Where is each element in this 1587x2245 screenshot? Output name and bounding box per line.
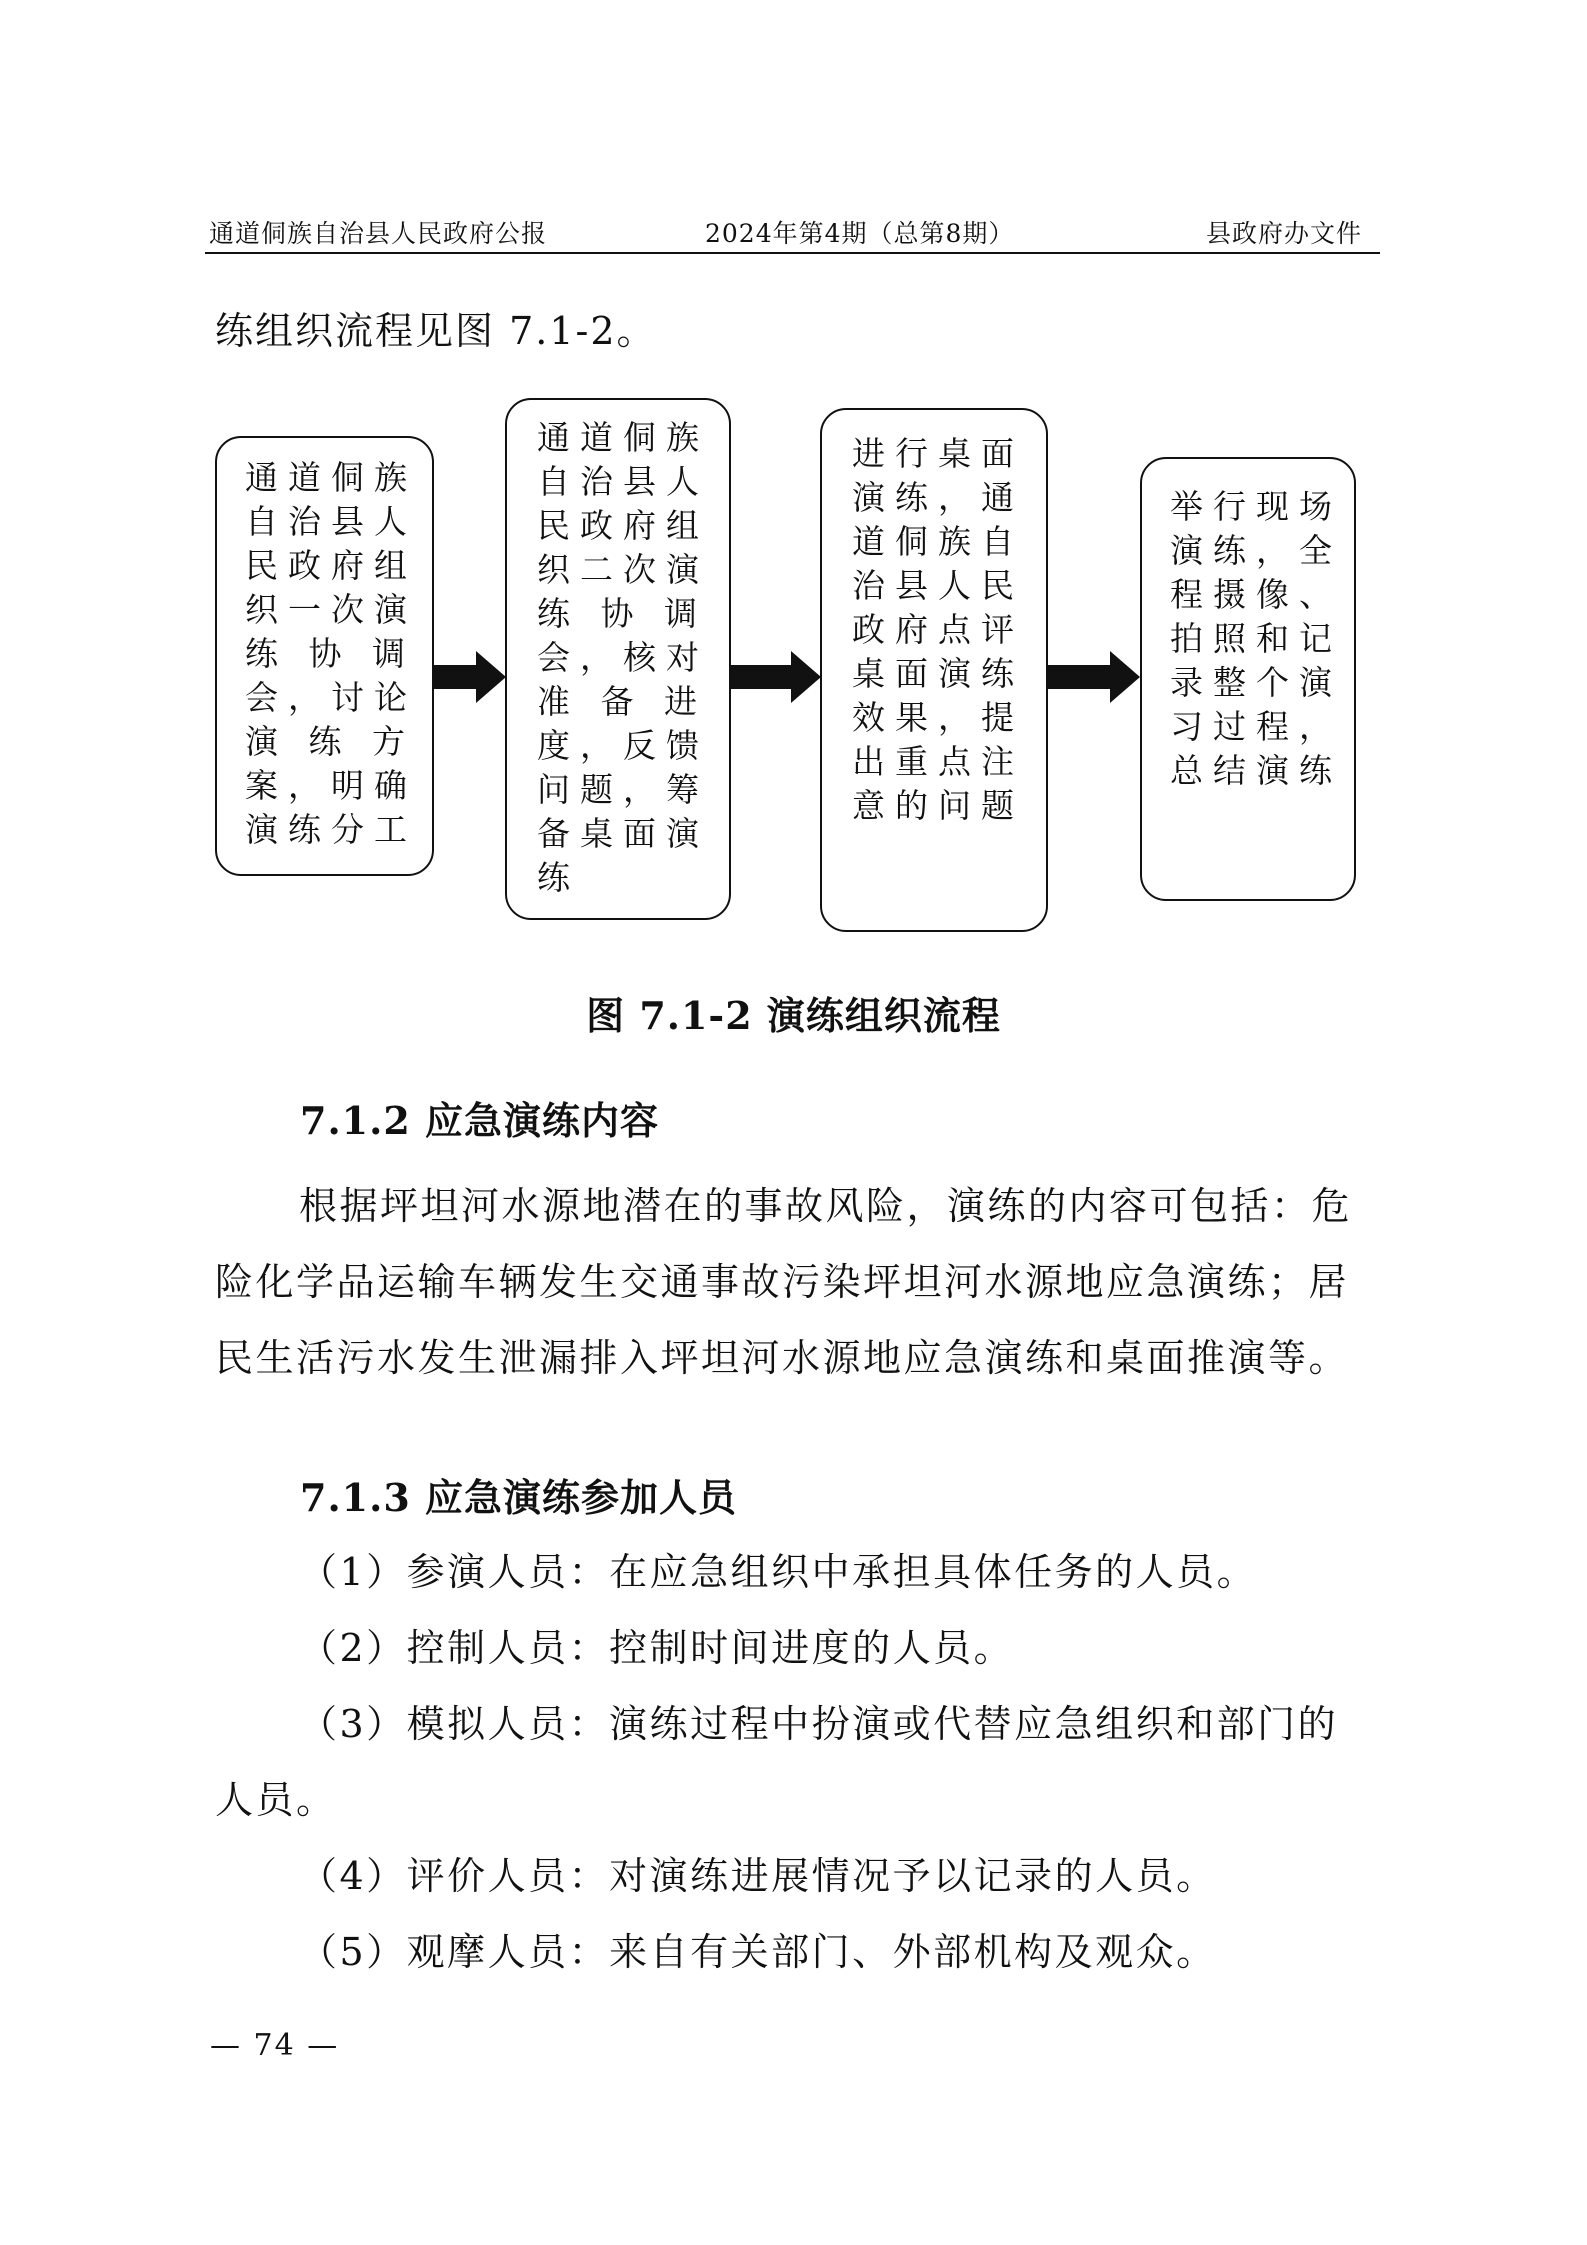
flow-step-1-text: 通道侗族 自治县人 民政府组 织一次演 练 协 调 会，讨论 演 练 方 案，明确 演练分工 — [245, 458, 417, 849]
participant-item: （3）模拟人员：演练过程中扮演或代替应急组织和部门的人员。 — [215, 1702, 1339, 1822]
flow-step-3-text: 进行桌面 演练，通 道侗族自 治县人民 政府点评 桌面演练 效果，提 出重点注 意的问题 — [852, 434, 1024, 825]
lead-text: 练组织流程见图 7.1-2。 — [215, 309, 657, 353]
participant-item: （2）控制人员：控制时间进度的人员。 — [299, 1626, 1015, 1670]
participant-item: （5）观摩人员：来自有关部门、外部机构及观众。 — [299, 1930, 1217, 1974]
flowchart — [0, 0, 1587, 960]
flow-step-2-text: 通道侗族 自治县人 民政府组 织二次演 练 协 调 会，核对 准 备 进 度，反馈 问题，筹 备桌面演 练 — [537, 418, 709, 897]
header-issue: 2024年第4期（总第8期） — [705, 219, 1015, 248]
flow-arrow-2-icon — [731, 651, 821, 703]
section-712-body: 根据坪坦河水源地潜在的事故风险，演练的内容可包括：危险化学品运输车辆发生交通事故污染坪坦河水源地应急演练；居民生活污水发生泄漏排入坪坦河水源地应急演练和桌面推演等。 — [215, 1184, 1353, 1380]
flow-arrow-3-icon — [1048, 651, 1140, 703]
participant-item: （1）参演人员：在应急组织中承担具体任务的人员。 — [299, 1550, 1258, 1594]
flow-step-2 — [505, 398, 731, 920]
header-publication-title: 通道侗族自治县人民政府公报 — [209, 219, 548, 248]
flow-step-1 — [215, 436, 434, 876]
flow-arrow-1-icon — [434, 651, 506, 703]
flow-step-4 — [1140, 457, 1356, 901]
participant-item: （4）评价人员：对演练进展情况予以记录的人员。 — [299, 1854, 1217, 1898]
figure-caption: 图 7.1-2 演练组织流程 — [586, 993, 1001, 1038]
page-number: — 74 — — [210, 2028, 340, 2063]
flow-step-4-text: 举行现场 演练，全 程摄像、 拍照和记 录整个演 习过程， 总结演练 — [1170, 487, 1342, 790]
section-713-heading: 7.1.3 应急演练参加人员 — [300, 1475, 738, 1520]
flow-step-3 — [820, 408, 1048, 932]
header-section: 县政府办文件 — [1205, 219, 1362, 248]
section-712-heading: 7.1.2 应急演练内容 — [300, 1098, 660, 1143]
